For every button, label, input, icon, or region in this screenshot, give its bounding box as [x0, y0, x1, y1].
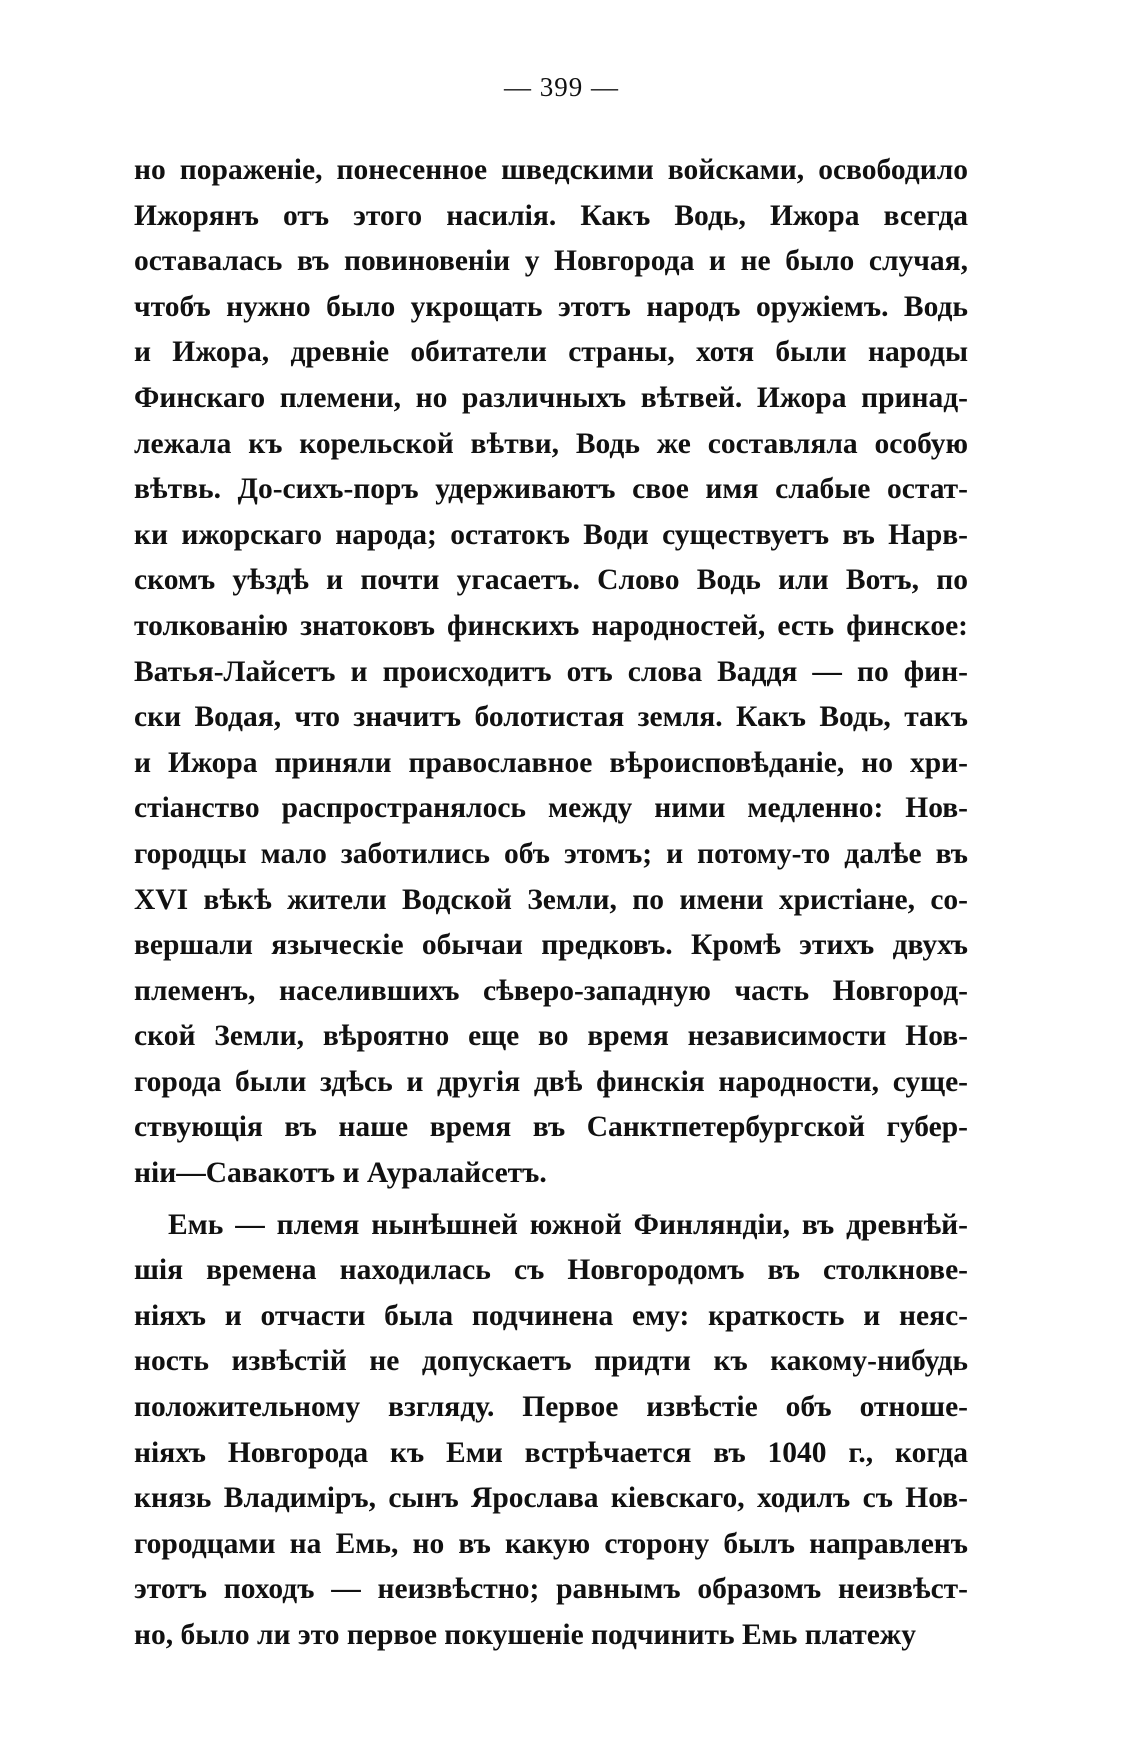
page-number: — 399 — — [504, 72, 619, 102]
text-line: XVI вѣкѣ жители Водской Земли, по имени христіане, со- — [134, 883, 968, 916]
text-line: вѣтвь. До-сихъ-поръ удерживаютъ свое имя слабые остат- — [134, 473, 968, 506]
text-line: и Ижора приняли православное вѣроисповѣданіе, но хри- — [134, 746, 968, 779]
text-line: ніяхъ Новгорода къ Еми встрѣчается въ 1040 г., когда — [134, 1436, 968, 1469]
text-line: и Ижора, древніе обитатели страны, хотя были народы — [134, 336, 968, 369]
text-line: скомъ уѣздѣ и почти угасаетъ. Слово Водь или Вотъ, по — [134, 564, 968, 597]
text-line: Ижорянъ отъ этого насилія. Какъ Водь, Ижора всегда — [134, 199, 968, 232]
text-line: стіанство распространялось между ними медленно: Нов- — [134, 792, 968, 825]
text-line: ской Земли, вѣроятно еще во время независимости Нов- — [134, 1020, 968, 1053]
text-line: шія времена находилась съ Новгородомъ въ столкнове- — [134, 1254, 968, 1287]
text-line: городцами на Емь, но въ какую сторону былъ направленъ — [134, 1527, 968, 1560]
text-line: ки ижорскаго народа; остатокъ Води существуетъ въ Нарв- — [134, 518, 968, 551]
text-line: Емь — племя нынѣшней южной Финляндіи, въ древнѣй- — [168, 1208, 968, 1241]
text-line: племенъ, населившихъ сѣверо-западную часть Новгород- — [134, 974, 968, 1007]
text-line: города были здѣсь и другія двѣ финскія народности, суще- — [134, 1065, 968, 1098]
text-line: но, было ли это первое покушеніе подчинить Емь платежу — [134, 1619, 916, 1651]
body-text — [134, 148, 968, 1659]
text-line: князь Владиміръ, сынъ Ярослава кіевскаго, ходилъ съ Нов- — [134, 1482, 968, 1515]
text-line: ствующія въ наше время въ Санктпетербургской губер- — [134, 1111, 968, 1144]
text-line: ніяхъ и отчасти была подчинена ему: краткость и неяс- — [134, 1299, 968, 1332]
text-line: толкованію знатоковъ финскихъ народностей, есть финское: — [134, 609, 968, 642]
text-line: вершали языческіе обычаи предковъ. Кромѣ этихъ двухъ — [134, 929, 968, 962]
text-line: чтобъ нужно было укрощать этотъ народъ оружіемъ. Водь — [134, 290, 968, 323]
paragraph-1 — [134, 148, 968, 1197]
text-line: Финскаго племени, но различныхъ вѣтвей. Ижора принад- — [134, 381, 968, 414]
text-line: но пораженіе, понесенное шведскими войсками, освободило — [134, 154, 968, 186]
text-line: ски Водая, что значитъ болотистая земля. Какъ Водь, такъ — [134, 701, 968, 734]
text-line: ніи—Савакотъ и Ауралайсетъ. — [134, 1157, 547, 1190]
text-line: Ватья-Лайсетъ и происходитъ отъ слова Ваддя — по фин- — [134, 655, 968, 688]
text-line: оставалась въ повиновеніи у Новгорода и не было случая, — [134, 245, 968, 278]
text-line: этотъ походъ — неизвѣстно; равнымъ образомъ неизвѣст- — [134, 1573, 968, 1606]
text-line: положительному взгляду. Первое извѣстіе объ отноше- — [134, 1391, 968, 1424]
text-line: ность извѣстій не допускаетъ придти къ какому-нибудь — [134, 1345, 968, 1378]
text-line: городцы мало заботились объ этомъ; и потому-то далѣе въ — [134, 837, 968, 870]
text-line: лежала къ корельской вѣтви, Водь же составляла особую — [134, 427, 968, 460]
paragraph-2 — [134, 1203, 968, 1659]
